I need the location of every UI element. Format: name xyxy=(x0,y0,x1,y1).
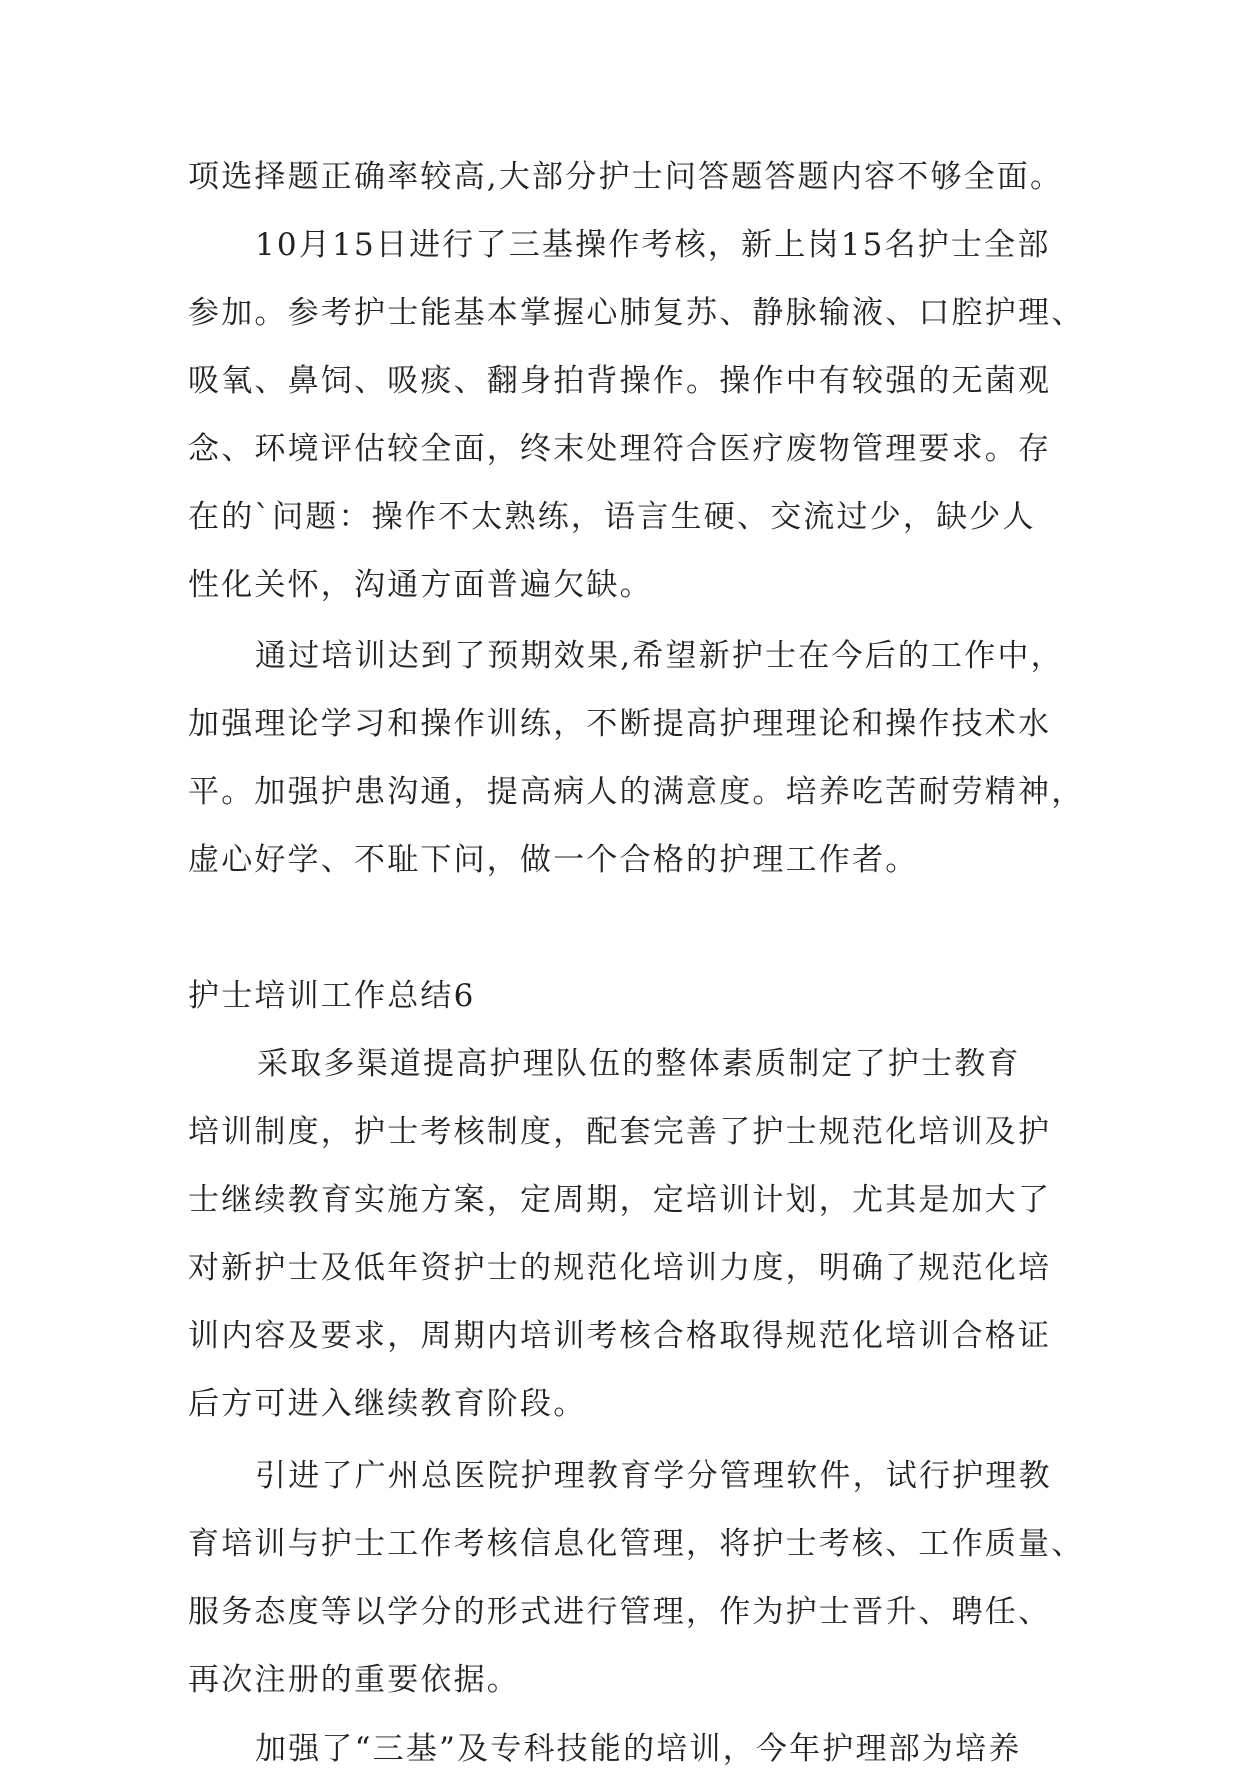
paragraph-line: 10月15日进行了三基操作考核，新上岗15名护士全部 xyxy=(255,227,1051,263)
paragraph-line: 性化关怀，沟通方面普遍欠缺。 xyxy=(188,567,653,603)
paragraph-line: 再次注册的重要依据。 xyxy=(188,1662,520,1698)
paragraph-line: 对新护士及低年资护士的规范化培训力度，明确了规范化培 xyxy=(188,1250,1052,1286)
paragraph-line: 训内容及要求，周期内培训考核合格取得规范化培训合格证 xyxy=(188,1318,1052,1354)
paragraph-line: 在的`问题：操作不太熟练，语言生硬、交流过少，缺少人 xyxy=(188,499,1036,535)
paragraph-line: 培训制度，护士考核制度，配套完善了护士规范化培训及护 xyxy=(188,1114,1052,1150)
paragraph-line: 后方可进入继续教育阶段。 xyxy=(188,1386,587,1422)
paragraph-line: 虚心好学、不耻下问，做一个合格的护理工作者。 xyxy=(188,842,919,878)
paragraph-line: 引进了广州总医院护理教育学分管理软件，试行护理教 xyxy=(255,1458,1052,1494)
paragraph-line: 吸氧、鼻饲、吸痰、翻身拍背操作。操作中有较强的无菌观 xyxy=(188,363,1052,399)
paragraph-line: 平。加强护患沟通，提高病人的满意度。培养吃苦耐劳精神， xyxy=(188,774,1085,810)
paragraph-line: 项选择题正确率较高,大部分护士问答题答题内容不够全面。 xyxy=(188,159,1064,195)
paragraph-line: 士继续教育实施方案，定周期，定培训计划，尤其是加大了 xyxy=(188,1182,1052,1218)
paragraph-line: 加强了“三基”及专科技能的培训，今年护理部为培养 xyxy=(255,1731,1022,1767)
paragraph-line: 通过培训达到了预期效果,希望新护士在今后的工作中， xyxy=(255,638,1064,674)
paragraph-line: 服务态度等以学分的形式进行管理，作为护士晋升、聘任、 xyxy=(188,1594,1052,1630)
paragraph-line: 采取多渠道提高护理队伍的整体素质制定了护士教育 xyxy=(257,1046,1021,1082)
paragraph-line: 念、环境评估较全面，终末处理符合医疗废物管理要求。存 xyxy=(188,431,1052,467)
section-heading: 护士培训工作总结6 xyxy=(188,978,476,1014)
paragraph-line: 育培训与护士工作考核信息化管理，将护士考核、工作质量、 xyxy=(188,1526,1085,1562)
paragraph-line: 加强理论学习和操作训练，不断提高护理理论和操作技术水 xyxy=(188,706,1052,742)
paragraph-line: 参加。参考护士能基本掌握心肺复苏、静脉输液、口腔护理、 xyxy=(188,295,1085,331)
